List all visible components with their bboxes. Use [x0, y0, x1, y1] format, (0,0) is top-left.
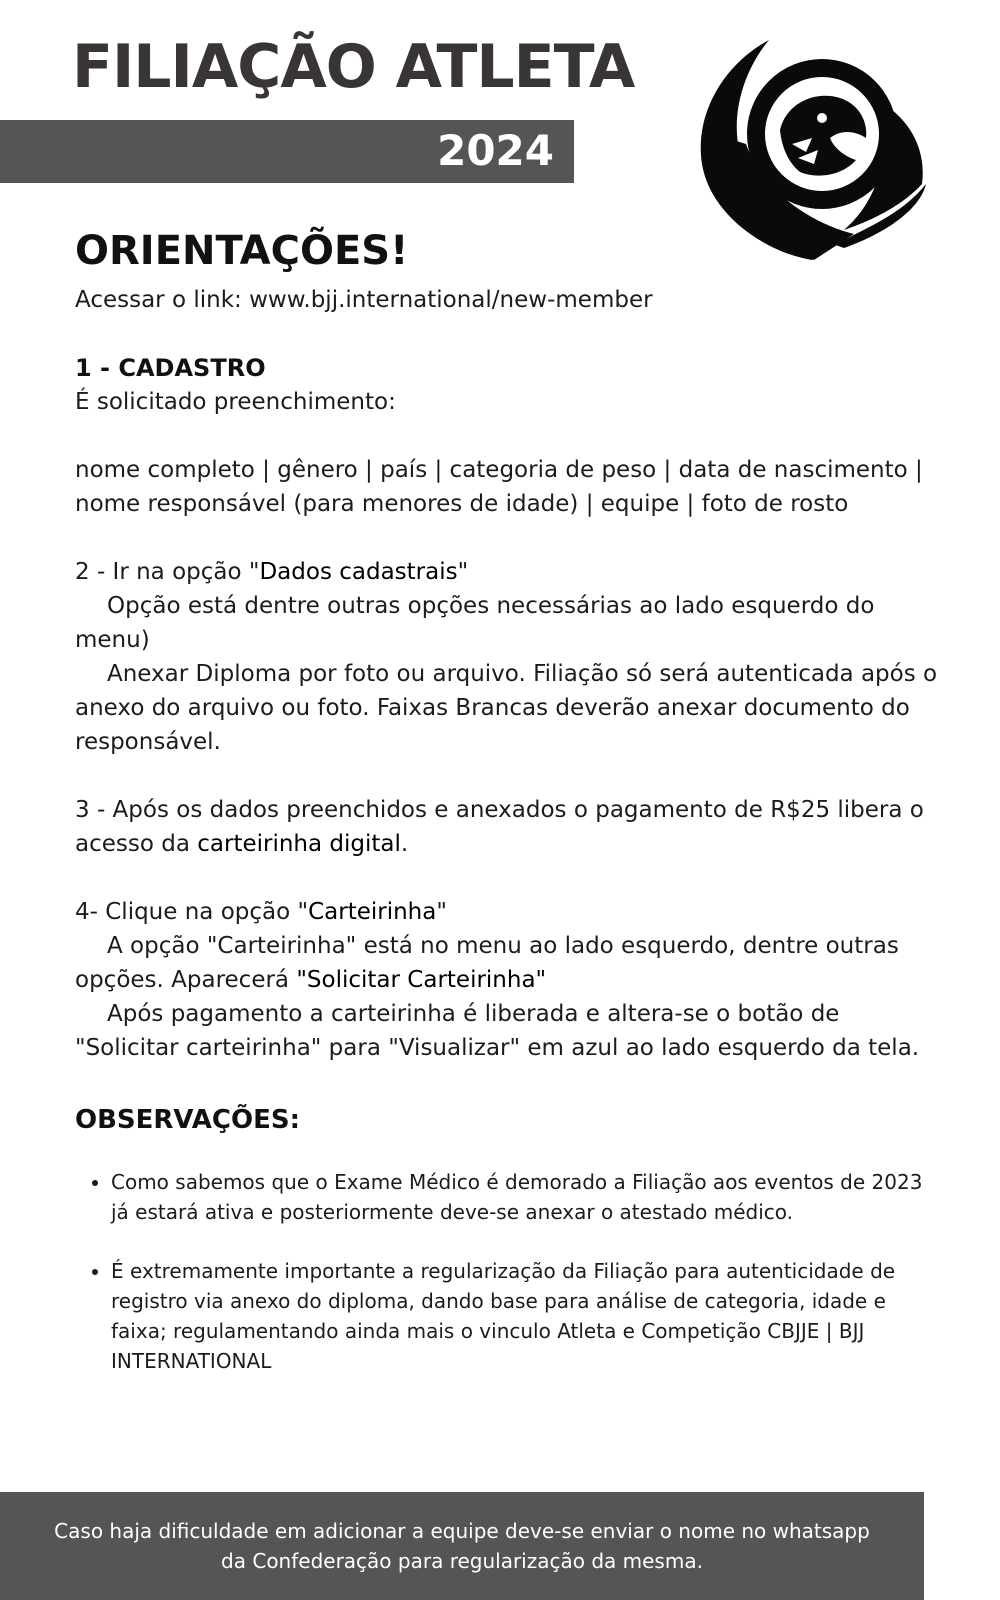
year-label: 2024 [437, 126, 554, 175]
footer-text: Caso haja dificuldade em adicionar a equipe deve-se enviar o nome no whatsapp da Confederação para regularização da mesma. [54, 1519, 870, 1573]
step1-intro: É solicitado preenchimento: [75, 389, 396, 415]
footer-banner [0, 1492, 924, 1600]
access-link-text: Acessar o link: www.bjj.international/new-member [75, 287, 653, 313]
list-item: • É extremamente importante a regularização da Filiação para autenticidade de registro via anexo do diploma, dando base para análise de categoria, idade e faixa; regulamentando ainda mais o vinculo Atleta e Competição CBJJE | BJJ INTERNATIONAL [111, 1256, 945, 1376]
step4-note1-highlight: "Solicitar Carteirinha" [296, 967, 547, 993]
step3-line: 3 - Após os dados preenchidos e anexados o pagamento de R$25 libera o acesso da carteirinha digital. [75, 797, 924, 857]
step1-title: 1 - CADASTRO [75, 354, 266, 382]
step2-line: 2 - Ir na opção "Dados cadastrais" [75, 559, 469, 585]
instructions-content [75, 225, 945, 1405]
step1-fields: nome completo | gênero | país | categoria de peso | data de nascimento | nome responsável (para menores de idade) | equipe | foto de rosto [75, 457, 923, 517]
observations-list [75, 1167, 945, 1376]
step4-option: Carteirinha [308, 899, 437, 925]
step4-note2: Após pagamento a carteirinha é liberada e altera-se o botão de "Solicitar carteirinha" para "Visualizar" em azul ao lado esquerdo da tela. [75, 1001, 920, 1061]
step2-option: Dados cadastrais [259, 559, 458, 585]
step2-note1: Opção está dentre outras opções necessárias ao lado esquerdo do menu) [75, 593, 875, 653]
step3-highlight: carteirinha digital [197, 831, 401, 857]
observations-title: OBSERVAÇÕES: [75, 1105, 300, 1135]
step4-line: 4- Clique na opção "Carteirinha" [75, 899, 447, 925]
year-banner [0, 120, 574, 183]
step4-note1: A opção "Carteirinha" está no menu ao lado esquerdo, dentre outras opções. Aparecerá "Solicitar Carteirinha" [75, 933, 899, 993]
step2-note2: Anexar Diploma por foto ou arquivo. Filiação só será autenticada após o anexo do arquivo ou foto. Faixas Brancas deverão anexar documento do responsável. [75, 661, 938, 755]
page-title: FILIAÇÃO ATLETA [72, 32, 635, 102]
section-heading: ORIENTAÇÕES! [75, 228, 409, 274]
list-item: • Como sabemos que o Exame Médico é demorado a Filiação aos eventos de 2023 já estará ativa e posteriormente deve-se anexar o atestado médico. [111, 1167, 945, 1227]
